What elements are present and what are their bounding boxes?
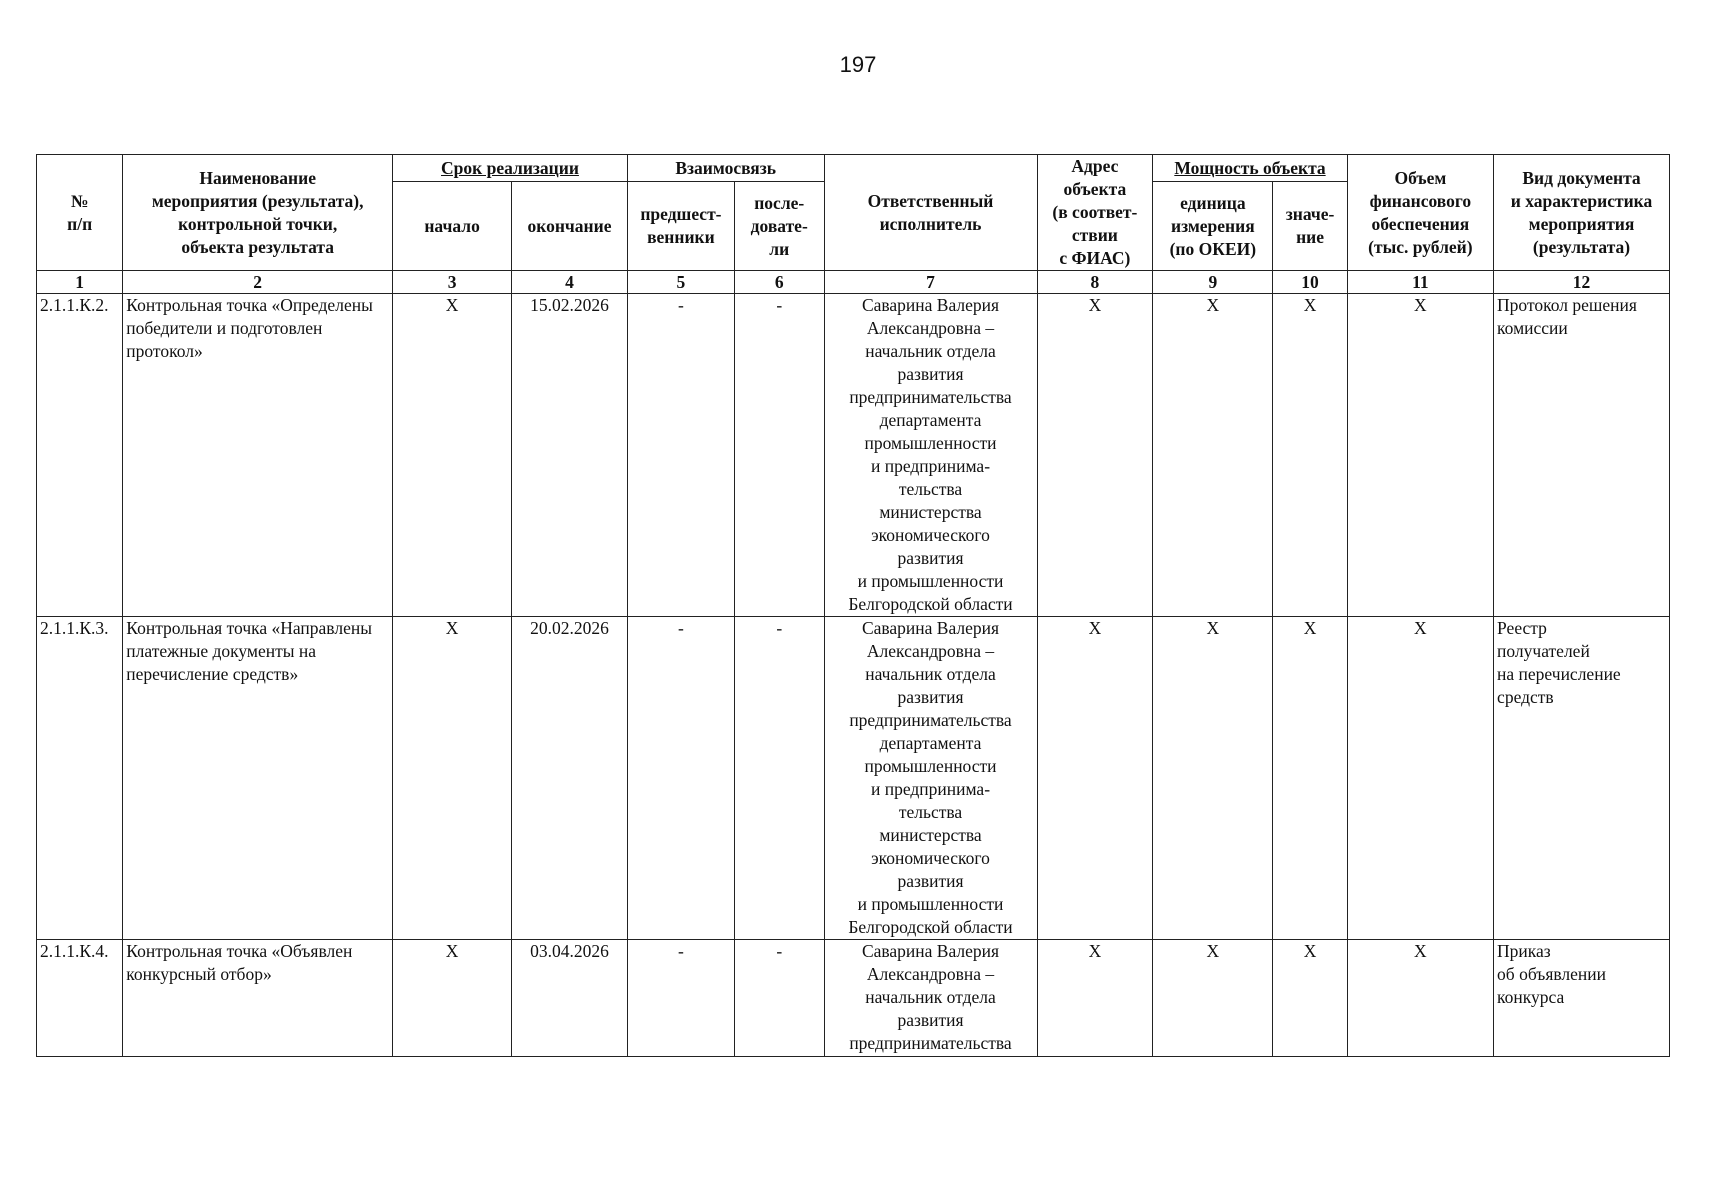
column-number: 2 <box>123 271 393 294</box>
row-doc: Реестр получателей на перечисление средств <box>1494 617 1670 940</box>
row-id: 2.1.1.К.2. <box>37 294 123 617</box>
row-unit: Х <box>1153 294 1273 617</box>
row-successors: - <box>734 940 824 1057</box>
row-start: Х <box>393 617 512 940</box>
table-row <box>37 617 1670 940</box>
row-name: Контрольная точка «Направлены платежные документы на перечисление средств» <box>123 617 393 940</box>
table-header <box>37 155 1670 294</box>
table-row <box>37 940 1670 1057</box>
row-start: Х <box>393 294 512 617</box>
header-number: № п/п <box>37 155 123 271</box>
header-successors: после- довате- ли <box>734 182 824 271</box>
header-period-group: Срок реализации <box>393 155 628 182</box>
row-end: 03.04.2026 <box>512 940 628 1057</box>
row-id: 2.1.1.К.4. <box>37 940 123 1057</box>
column-number: 5 <box>627 271 734 294</box>
column-number: 1 <box>37 271 123 294</box>
header-unit: единица измерения (по ОКЕИ) <box>1153 182 1273 271</box>
page-number: 197 <box>839 52 877 77</box>
column-number: 4 <box>512 271 628 294</box>
table-row <box>37 294 1670 617</box>
header-funding: Объем финансового обеспечения (тыс. рублей) <box>1347 155 1493 271</box>
row-predecessors: - <box>627 617 734 940</box>
row-funding: Х <box>1347 940 1493 1057</box>
row-value: Х <box>1273 294 1347 617</box>
header-doc-type: Вид документа и характеристика мероприятия (результата) <box>1494 155 1670 271</box>
row-name: Контрольная точка «Определены победители и подготовлен протокол» <box>123 294 393 617</box>
row-value: Х <box>1273 940 1347 1057</box>
row-doc: Протокол решения комиссии <box>1494 294 1670 617</box>
column-number: 3 <box>393 271 512 294</box>
header-link-group: Взаимосвязь <box>627 155 824 182</box>
row-successors: - <box>734 617 824 940</box>
row-successors: - <box>734 294 824 617</box>
column-number: 8 <box>1037 271 1153 294</box>
plan-table <box>36 154 1670 1057</box>
row-address: Х <box>1037 940 1153 1057</box>
header-start: начало <box>393 182 512 271</box>
column-number: 12 <box>1494 271 1670 294</box>
row-name: Контрольная точка «Объявлен конкурсный отбор» <box>123 940 393 1057</box>
column-number: 10 <box>1273 271 1347 294</box>
row-responsible: Саварина Валерия Александровна – начальник отдела развития предпринимательства департамента промышленности и предпринима- тельства министерства экономического развития и промышленности Белгородской области <box>824 617 1037 940</box>
row-address: Х <box>1037 617 1153 940</box>
row-funding: Х <box>1347 617 1493 940</box>
row-predecessors: - <box>627 294 734 617</box>
row-id: 2.1.1.К.3. <box>37 617 123 940</box>
column-number: 7 <box>824 271 1037 294</box>
header-capacity-group: Мощность объекта <box>1153 155 1347 182</box>
row-funding: Х <box>1347 294 1493 617</box>
row-unit: Х <box>1153 940 1273 1057</box>
column-number: 6 <box>734 271 824 294</box>
row-unit: Х <box>1153 617 1273 940</box>
row-start: Х <box>393 940 512 1057</box>
column-number-row <box>37 271 1670 294</box>
row-value: Х <box>1273 617 1347 940</box>
header-predecessors: предшест- венники <box>627 182 734 271</box>
row-address: Х <box>1037 294 1153 617</box>
header-name: Наименование мероприятия (результата), контрольной точки, объекта результата <box>123 155 393 271</box>
header-responsible: Ответственный исполнитель <box>824 155 1037 271</box>
header-value: значе- ние <box>1273 182 1347 271</box>
column-number: 11 <box>1347 271 1493 294</box>
row-end: 15.02.2026 <box>512 294 628 617</box>
header-address: Адрес объекта (в соответ- ствии с ФИАС) <box>1037 155 1153 271</box>
column-number: 9 <box>1153 271 1273 294</box>
row-responsible: Саварина Валерия Александровна – начальник отдела развития предпринимательства департамента промышленности и предпринима- тельства министерства экономического развития и промышленности Белгородской области <box>824 294 1037 617</box>
row-responsible: Саварина Валерия Александровна – начальник отдела развития предпринимательства <box>824 940 1037 1057</box>
row-end: 20.02.2026 <box>512 617 628 940</box>
row-predecessors: - <box>627 940 734 1057</box>
row-doc: Приказ об объявлении конкурса <box>1494 940 1670 1057</box>
header-end: окончание <box>512 182 628 271</box>
